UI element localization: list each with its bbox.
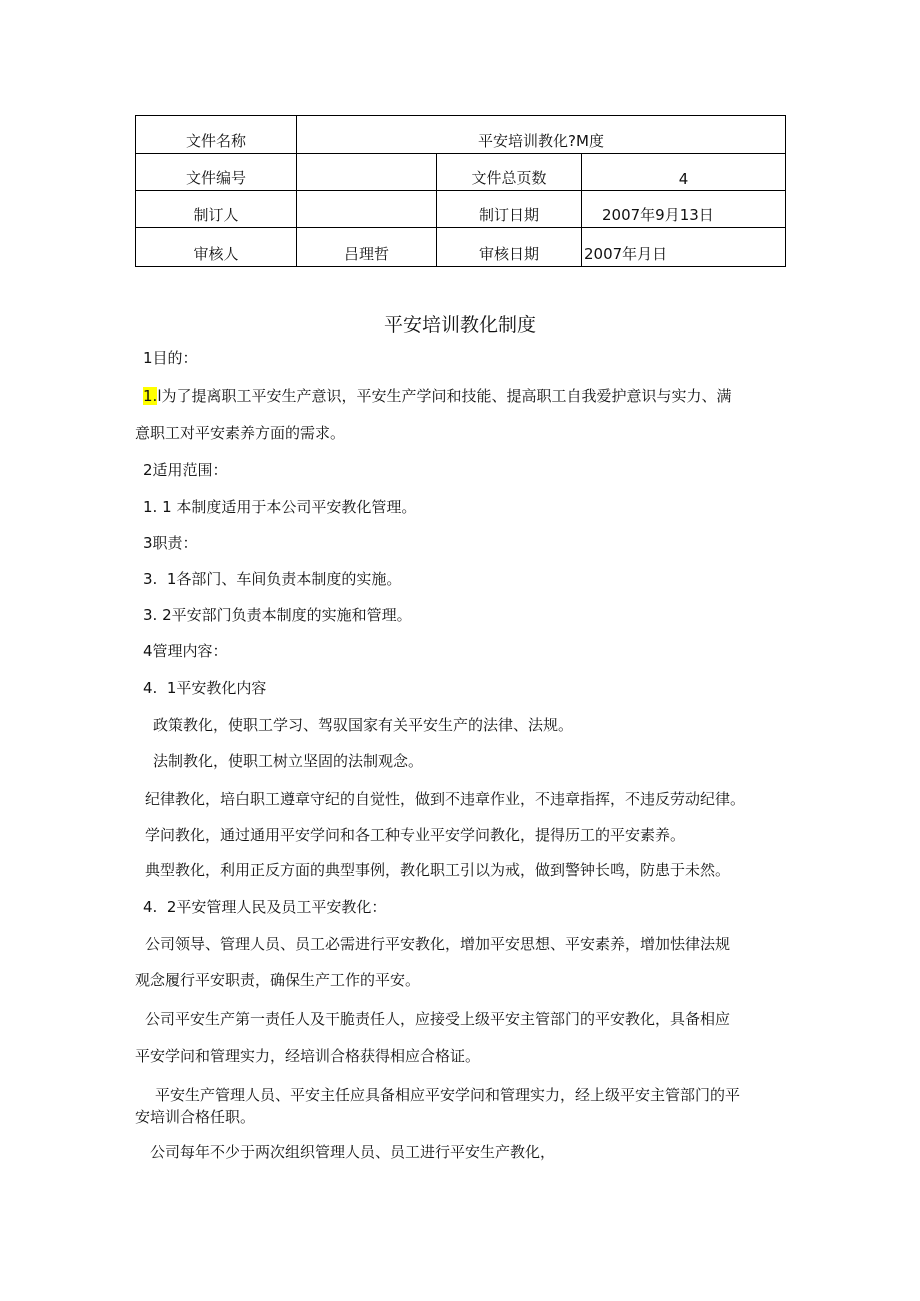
paragraph-policy: 政策教化，使职工学习、驾驭国家有关平安生产的法律、法规。: [153, 716, 574, 734]
paragraph-responsible-cont: 平安学问和管理实力，经培训合格获得相应合格证。: [135, 1047, 481, 1065]
paragraph-safety-staff-cont: 安培训合格任职。: [135, 1108, 256, 1126]
created-date-label: 制订日期: [437, 191, 582, 228]
review-date-label: 审核日期: [437, 228, 582, 267]
file-name-value: 平安培训教化?M度: [297, 116, 786, 154]
document-title: 平安培训教化制度: [383, 314, 536, 336]
subsection-heading-staff: 4. 2平安管理人民及员工平安教化：: [143, 898, 387, 916]
paragraph-discipline: 纪律教化，培白职工遵章守纪的自觉性，做到不违章作业，不违章指挥，不违反劳动纪律。: [145, 790, 746, 808]
table-row: [136, 116, 786, 154]
section-heading-duties: 3职责：: [143, 534, 198, 552]
paragraph-responsible: 公司平安生产第一责任人及干脆责任人，应接受上级平安主管部门的平安教化，具备相应: [145, 1010, 731, 1028]
reviewer-value: 吕理哲: [297, 228, 437, 267]
paragraph-knowledge: 学问教化，通过通用平安学问和各工种专业平安学问教化，提得历工的平安素养。: [145, 826, 686, 844]
paragraph-purpose-cont: 意职工对平安素养方面的需求。: [135, 424, 346, 442]
author-label: 制订人: [136, 191, 297, 228]
total-pages-value: 4: [582, 154, 786, 191]
file-number-value: [297, 154, 437, 191]
section-heading-purpose: 1目的：: [143, 349, 198, 367]
section-heading-management: 4管理内容：: [143, 642, 228, 660]
paragraph-annual: 公司每年不少于两次组织管理人员、员工进行平安生产教化，: [150, 1143, 556, 1161]
paragraph-leaders: 公司领导、管理人员、员工必需进行平安教化，增加平安思想、平安素养，增加怯律法规: [145, 935, 731, 953]
paragraph-safety-staff: 平安生产管理人员、平安主任应具备相应平安学问和管理实力，经上级平安主管部门的平: [155, 1086, 741, 1104]
paragraph-leaders-cont: 观念履行平安职责，确保生产工作的平安。: [135, 971, 421, 989]
file-number-label: 文件编号: [136, 154, 297, 191]
paragraph-purpose: [143, 385, 731, 407]
file-name-label: 文件名称: [136, 116, 297, 154]
table-row: [136, 191, 786, 228]
highlighted-marker: 1.: [143, 387, 158, 405]
document-info-table: [135, 115, 786, 267]
paragraph-typical: 典型教化，利用正反方面的典型事例，教化职工引以为戒，做到警钟长鸣，防患于未然。: [145, 861, 731, 879]
subsection-heading-content: 4. 1平安教化内容: [143, 679, 267, 697]
paragraph-text: l为了提离职工平安生产意识，平安生产学问和技能、提高职工自我爱护意识与实力、满: [157, 387, 732, 405]
table-row: [136, 154, 786, 191]
created-date-value: 2007年9月13日: [582, 191, 786, 228]
author-value: [297, 191, 437, 228]
paragraph-scope: 1. 1 本制度适用于本公司平安教化管理。: [143, 498, 417, 516]
total-pages-label: 文件总页数: [437, 154, 582, 191]
paragraph-legal: 法制教化，使职工树立坚固的法制观念。: [153, 752, 424, 770]
section-heading-scope: 2适用范围：: [143, 461, 228, 479]
reviewer-label: 审核人: [136, 228, 297, 267]
review-date-value: 2007年月日: [582, 228, 786, 267]
paragraph-duties-1: 3. 1各部门、车间负责本制度的实施。: [143, 570, 402, 588]
table-row: [136, 228, 786, 267]
paragraph-duties-2: 3. 2平安部门负责本制度的实施和管理。: [143, 606, 412, 624]
